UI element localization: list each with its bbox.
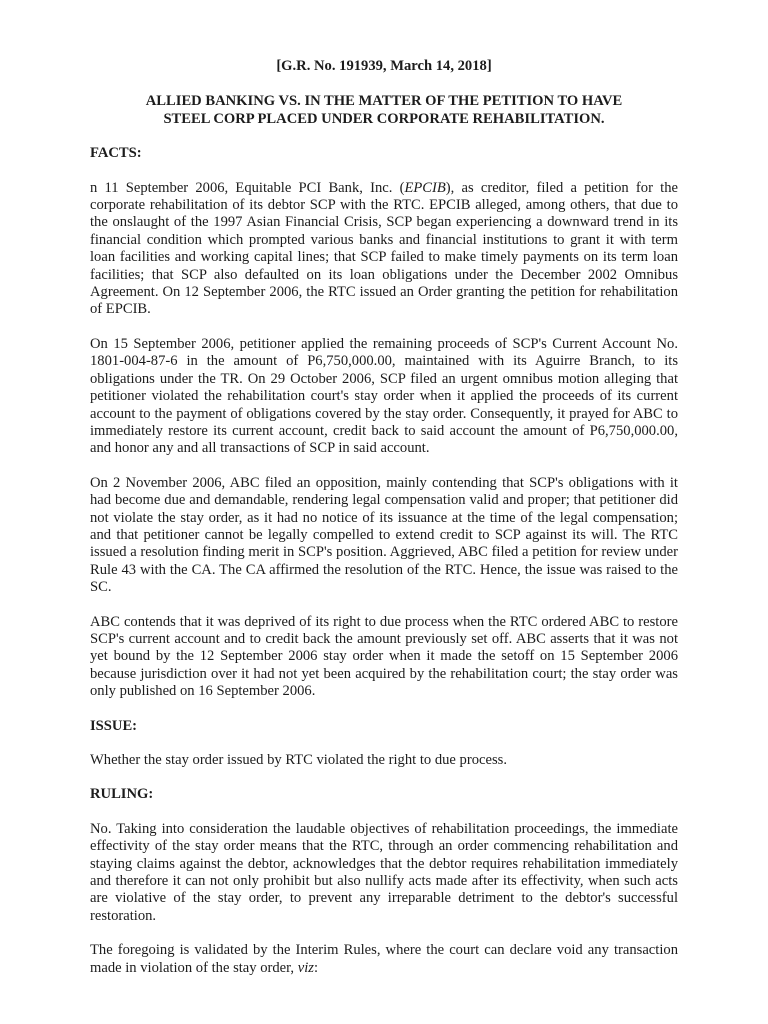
- ruling-paragraph-2-text-b: :: [313, 959, 319, 976]
- ruling-heading: RULING:: [90, 786, 154, 803]
- ruling-paragraph-1: No. Taking into consideration the laudable objectives of rehabilitation proceedings, the immediate effectivity of the stay order means that the RTC, through an order commencing rehabilitation and staying claims against the debtor, acknowledges that the debtor requires rehabilitation immediately and therefore it can not only prohibit but also nullify acts made after its effectivity, when such acts are violative of the stay order, to prevent any irreparable detriment to the debtor's successful restoration.: [90, 820, 678, 924]
- ruling-paragraph-2-emphasis: viz: [297, 959, 314, 976]
- case-title-line-2: STEEL CORP PLACED UNDER CORPORATE REHABILITATION.: [163, 110, 605, 127]
- facts-paragraph-4: ABC contends that it was deprived of its right to due process when the RTC ordered ABC to restore SCP's current account and to credit back the amount previously set off. ABC asserts that it was not yet bound by the 12 September 2006 stay order when it made the setoff on 15 September 2006 because jurisdiction over it had not yet been acquired by the rehabilitation court; the stay order was only published on 16 September 2006.: [90, 613, 678, 700]
- facts-paragraph-1-emphasis: EPCIB: [404, 179, 446, 196]
- issue-paragraph: Whether the stay order issued by RTC violated the right to due process.: [90, 752, 507, 768]
- facts-paragraph-1-text-a: n 11 September 2006, Equitable PCI Bank, Inc. (: [90, 179, 405, 196]
- facts-paragraph-3: On 2 November 2006, ABC filed an opposition, mainly contending that SCP's obligations with it had become due and demandable, rendering legal compensation valid and proper; that petitioner did not violate the stay order, as it had no notice of its issuance at the time of the legal compensation; and that petitioner cannot be legally compelled to extend credit to SCP against its will. The RTC issued a resolution finding merit in SCP's position. Aggrieved, ABC filed a petition for review under Rule 43 with the CA. The CA affirmed the resolution of the RTC. Hence, the issue was raised to the SC.: [90, 474, 678, 596]
- ruling-paragraph-2: [90, 942, 678, 977]
- document-page: [90, 58, 678, 994]
- facts-paragraph-1-text-b: ), as creditor, filed a petition for the corporate rehabilitation of its debtor SCP with the RTC. EPCIB alleged, among others, that due to the onslaught of the 1997 Asian Financial Crisis, SCP began experiencing a downward trend in its financial condition which prompted various banks and financial institutions to grant it with term loan facilities and working capital lines; that SCP failed to make timely payments on its term loan facilities; that SCP also defaulted on its loan obligations under the December 2002 Omnibus Agreement. On 12 September 2006, the RTC issued an Order granting the petition for rehabilitation of EPCIB.: [90, 179, 678, 318]
- ruling-paragraph-2-text-a: The foregoing is validated by the Interim Rules, where the court can declare void any transaction made in violation of the stay order,: [90, 942, 678, 976]
- issue-heading: ISSUE:: [90, 717, 138, 734]
- case-title-line-1: ALLIED BANKING VS. IN THE MATTER OF THE PETITION TO HAVE: [145, 93, 623, 110]
- case-citation: [G.R. No. 191939, March 14, 2018]: [276, 58, 492, 74]
- facts-paragraph-1: [90, 180, 678, 319]
- case-title: [90, 93, 678, 128]
- facts-paragraph-2: On 15 September 2006, petitioner applied the remaining proceeds of SCP's Current Account No. 1801-004-87-6 in the amount of P6,750,000.00, maintained with its Aguirre Branch, to its obligations under the TR. On 29 October 2006, SCP filed an urgent omnibus motion alleging that petitioner violated the rehabilitation court's stay order when it applied the proceeds of its current account to the payment of obligations covered by the stay order. Consequently, it prayed for ABC to immediately restore its current account, credit back to said account the amount of P6,750,000.00, and honor any and all transactions of SCP in said account.: [90, 335, 678, 457]
- facts-heading: FACTS:: [90, 145, 142, 162]
